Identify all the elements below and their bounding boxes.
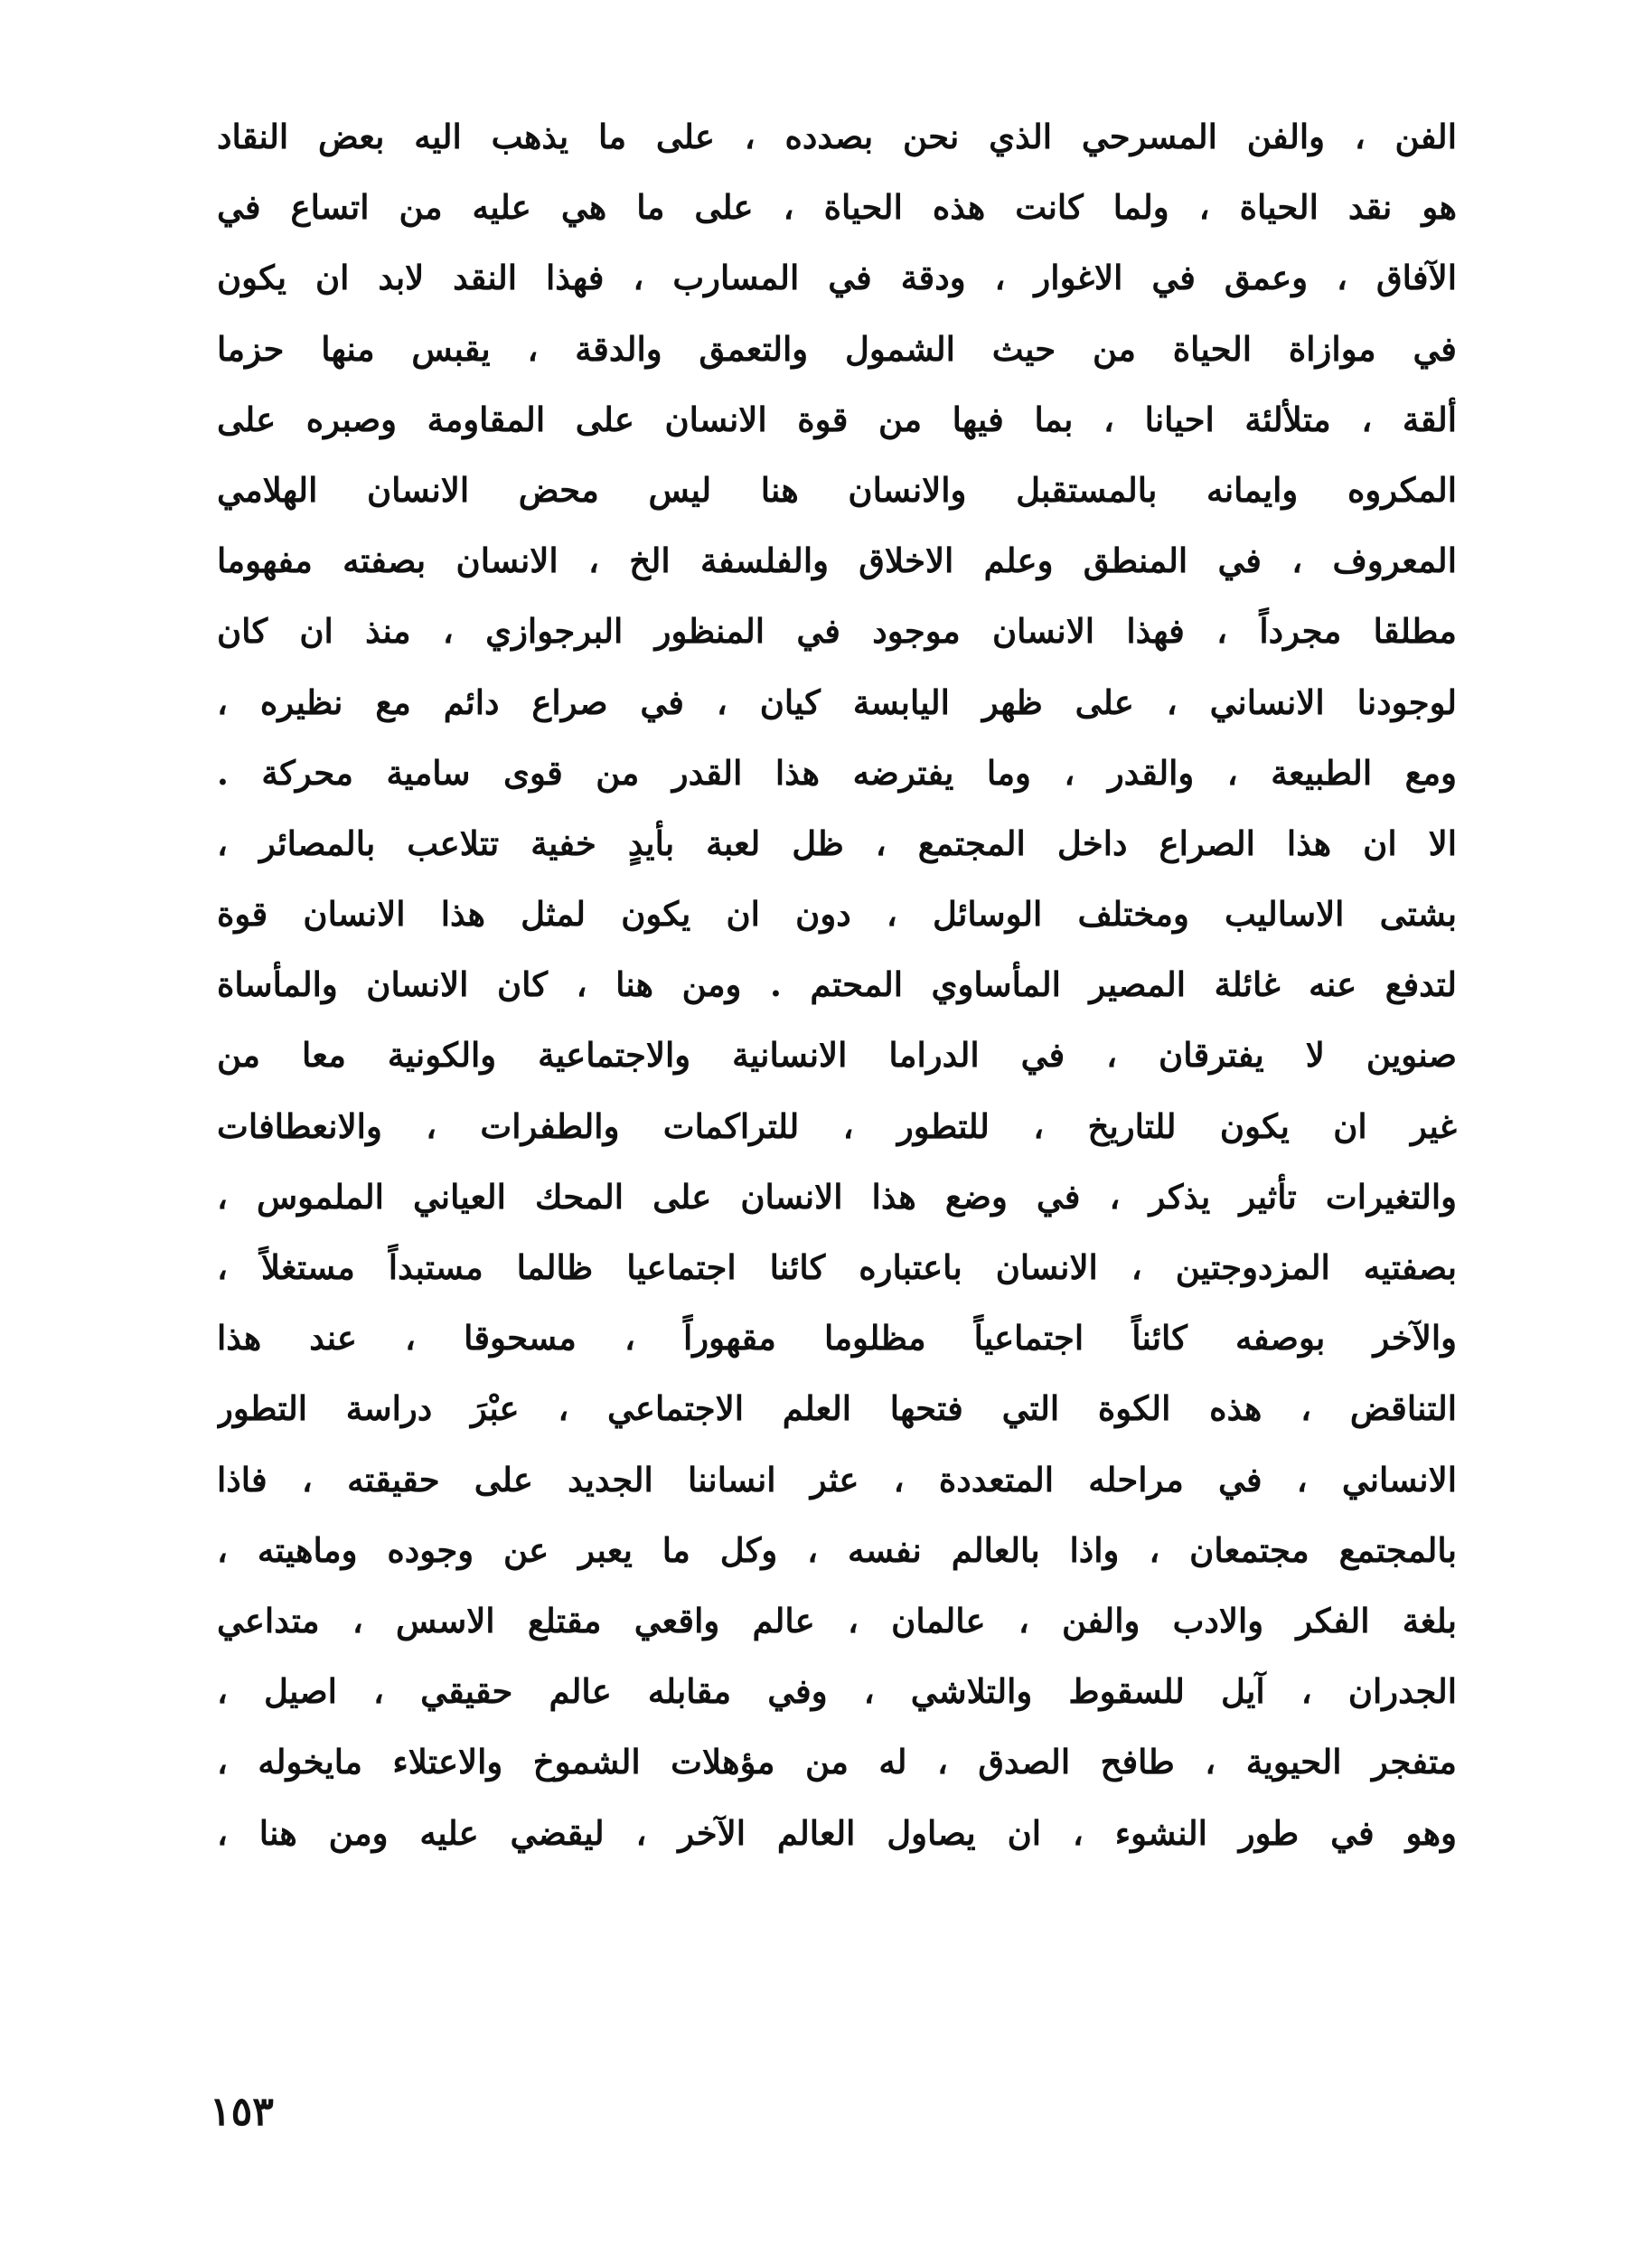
text-line: الجدران ، آيل للسقوط والتلاشي ، وفي مقابله عالم حقيقي ، اصيل ، xyxy=(217,1671,1457,1712)
text-line: بالمجتمع مجتمعان ، واذا بالعالم نفسه ، وكل ما يعبر عن وجوده وماهيته ، xyxy=(217,1529,1457,1570)
text-line: الانساني ، في مراحله المتعددة ، عثر انساننا الجديد على حقيقته ، فاذا xyxy=(217,1459,1457,1499)
text-line: التناقض ، هذه الكوة التي فتحها العلم الاجتماعي ، عبْرَ دراسة التطور xyxy=(217,1388,1457,1429)
text-line: لوجودنا الانساني ، على ظهر اليابسة كيان ، في صراع دائم مع نظيره ، xyxy=(217,682,1457,722)
page-number: ١٥٣ xyxy=(210,2089,274,2135)
text-line: وهو في طور النشوء ، ان يصاول العالم الآخر ، ليقضي عليه ومن هنا ، xyxy=(217,1812,1457,1853)
text-line: هو نقد الحياة ، ولما كانت هذه الحياة ، على ما هي عليه من اتساع في xyxy=(217,187,1457,228)
body-text xyxy=(217,101,1457,1868)
text-line: الا ان هذا الصراع داخل المجتمع ، ظل لعبة بأيدٍ خفية تتلاعب بالمصائر ، xyxy=(217,822,1457,863)
text-line: بصفتيه المزدوجتين ، الانسان باعتباره كائنا اجتماعيا ظالما مستبداً مستغلاً ، xyxy=(217,1247,1457,1287)
text-line: مطلقا مجرداً ، فهذا الانسان موجود في المنظور البرجوازي ، منذ ان كان xyxy=(217,611,1457,652)
text-line: المكروه وايمانه بالمستقبل والانسان هنا ليس محض الانسان الهلامي xyxy=(217,469,1457,510)
text-line: غير ان يكون للتاريخ ، للتطور ، للتراكمات والطفرات ، والانعطافات xyxy=(217,1105,1457,1146)
text-line: والتغيرات تأثير يذكر ، في وضع هذا الانسان على المحك العياني الملموس ، xyxy=(217,1176,1457,1217)
text-line: لتدفع عنه غائلة المصير المأساوي المحتم . ومن هنا ، كان الانسان والمأساة xyxy=(217,964,1457,1005)
text-line: الآفاق ، وعمق في الاغوار ، ودقة في المسارب ، فهذا النقد لابد ان يكون xyxy=(217,258,1457,298)
text-line: بلغة الفكر والادب والفن ، عالمان ، عالم واقعي مقتلع الاسس ، متداعي xyxy=(217,1600,1457,1640)
text-line: صنوين لا يفترقان ، في الدراما الانسانية والاجتماعية والكونية معا من xyxy=(217,1035,1457,1076)
text-line: الفن ، والفن المسرحي الذي نحن بصدده ، على ما يذهب اليه بعض النقاد xyxy=(217,117,1457,156)
text-line: ومع الطبيعة ، والقدر ، وما يفترضه هذا القدر من قوى سامية محركة . xyxy=(217,752,1457,793)
text-line: في موازاة الحياة من حيث الشمول والتعمق والدقة ، يقبس منها حزما xyxy=(217,328,1457,369)
text-line: ألقة ، متلألئة احيانا ، بما فيها من قوة الانسان على المقاومة وصبره على xyxy=(217,399,1457,439)
text-line: متفجر الحيوية ، طافح الصدق ، له من مؤهلات الشموخ والاعتلاء مايخوله ، xyxy=(217,1742,1457,1782)
text-line: المعروف ، في المنطق وعلم الاخلاق والفلسفة الخ ، الانسان بصفته مفهوما xyxy=(217,540,1457,581)
text-line: والآخر بوصفه كائناً اجتماعياً مظلوما مقهوراً ، مسحوقا ، عند هذا xyxy=(217,1318,1457,1358)
text-line: بشتى الاساليب ومختلف الوسائل ، دون ان يكون لمثل هذا الانسان قوة xyxy=(217,894,1457,935)
